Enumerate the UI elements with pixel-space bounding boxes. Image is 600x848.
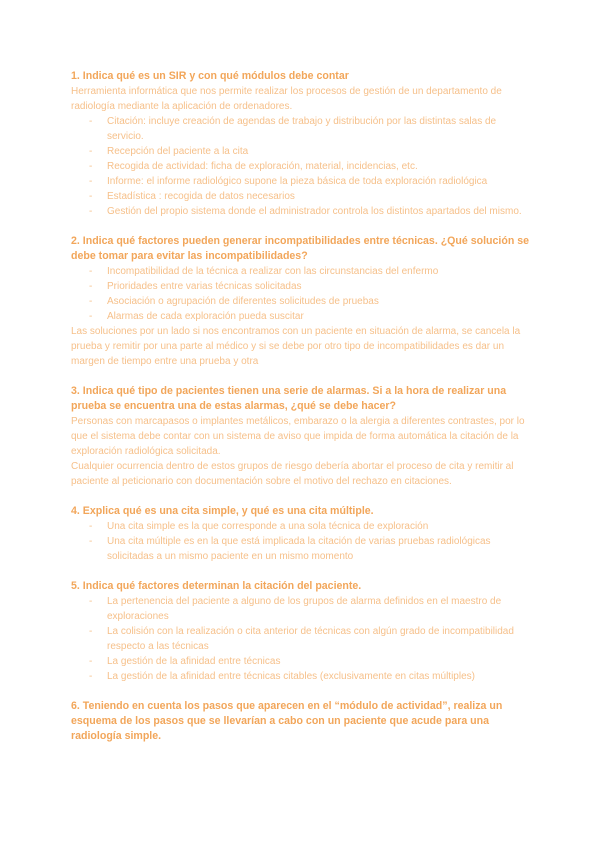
section-outro: Las soluciones por un lado si nos encontramos con un paciente en situación de alarma, se cancela la prueba y remitir por una parte al médico y si se debe por otro tipo de incompatibilidades es dar un margen de tiempo entre una prueba y otra (71, 326, 521, 367)
list-item: - La colisión con la realización o cita anterior de técnicas con algún grado de incompatibilidad respecto a las técnicas (107, 624, 530, 654)
section-1 (71, 69, 530, 219)
list-item: - Una cita simple es la que corresponde a una sola técnica de exploración (107, 519, 530, 534)
list-item: - La gestión de la afinidad entre técnicas citables (exclusivamente en citas múltiples) (107, 669, 530, 684)
list-item: - Prioridades entre varias técnicas solicitadas (107, 279, 530, 294)
list-item: - Una cita múltiple es en la que está implicada la citación de varias pruebas radiológicas solicitadas a un mismo paciente en un mismo momento (107, 534, 530, 564)
section-heading: 1. Indica qué es un SIR y con qué módulos debe contar (71, 70, 349, 82)
section-heading: 2. Indica qué factores pueden generar incompatibilidades entre técnicas. ¿Qué solución se debe tomar para evitar las incompatibilidades? (71, 235, 530, 262)
list-item: - Alarmas de cada exploración pueda suscitar (107, 309, 530, 324)
list-item: - Informe: el informe radiológico supone la pieza básica de toda exploración radiológica (107, 174, 530, 189)
bullet-list (71, 594, 530, 684)
section-3 (71, 384, 530, 489)
section-paragraph: Cualquier ocurrencia dentro de estos grupos de riesgo debería abortar el proceso de cita y remitir al paciente al peticionario con documentación sobre el motivo del rechazo en citaciones. (71, 461, 514, 487)
list-item: - Gestión del propio sistema donde el administrador controla los distintos apartados del mismo. (107, 204, 530, 219)
list-item: - Recogida de actividad: ficha de exploración, material, incidencias, etc. (107, 159, 530, 174)
list-item: - Incompatibilidad de la técnica a realizar con las circunstancias del enfermo (107, 264, 530, 279)
bullet-list (71, 519, 530, 564)
list-item: - Asociación o agrupación de diferentes solicitudes de pruebas (107, 294, 530, 309)
section-heading: 6. Teniendo en cuenta los pasos que aparecen en el “módulo de actividad”, realiza un esquema de los pasos que se llevarían a cabo con un paciente que acude para una radiología simple. (71, 700, 503, 742)
section-4 (71, 504, 530, 564)
section-5 (71, 579, 530, 684)
list-item: - La pertenencia del paciente a alguno de los grupos de alarma definidos en el maestro de exploraciones (107, 594, 530, 624)
section-2 (71, 234, 530, 369)
section-heading: 3. Indica qué tipo de pacientes tienen una serie de alarmas. Si a la hora de realizar una prueba se encuentra una de estas alarmas, ¿qué se debe hacer? (71, 385, 507, 412)
list-item: - Citación: incluye creación de agendas de trabajo y distribución por las distintas salas de servicio. (107, 114, 530, 144)
bullet-list (71, 114, 530, 219)
section-heading: 4. Explica qué es una cita simple, y qué es una cita múltiple. (71, 505, 374, 517)
list-item: - Recepción del paciente a la cita (107, 144, 530, 159)
bullet-list (71, 264, 530, 324)
list-item: - La gestión de la afinidad entre técnicas (107, 654, 530, 669)
section-intro: Herramienta informática que nos permite realizar los procesos de gestión de un departamento de radiología mediante la aplicación de ordenadores. (71, 86, 502, 112)
section-heading: 5. Indica qué factores determinan la citación del paciente. (71, 580, 362, 592)
list-item: - Estadística : recogida de datos necesarios (107, 189, 530, 204)
section-6 (71, 699, 530, 744)
section-paragraph: Personas con marcapasos o implantes metálicos, embarazo o la alergia a diferentes contrastes, por lo que el sistema debe contar con un sistema de aviso que impida de forma automática la citación de la exploración radiológica solicitada. (71, 416, 525, 457)
